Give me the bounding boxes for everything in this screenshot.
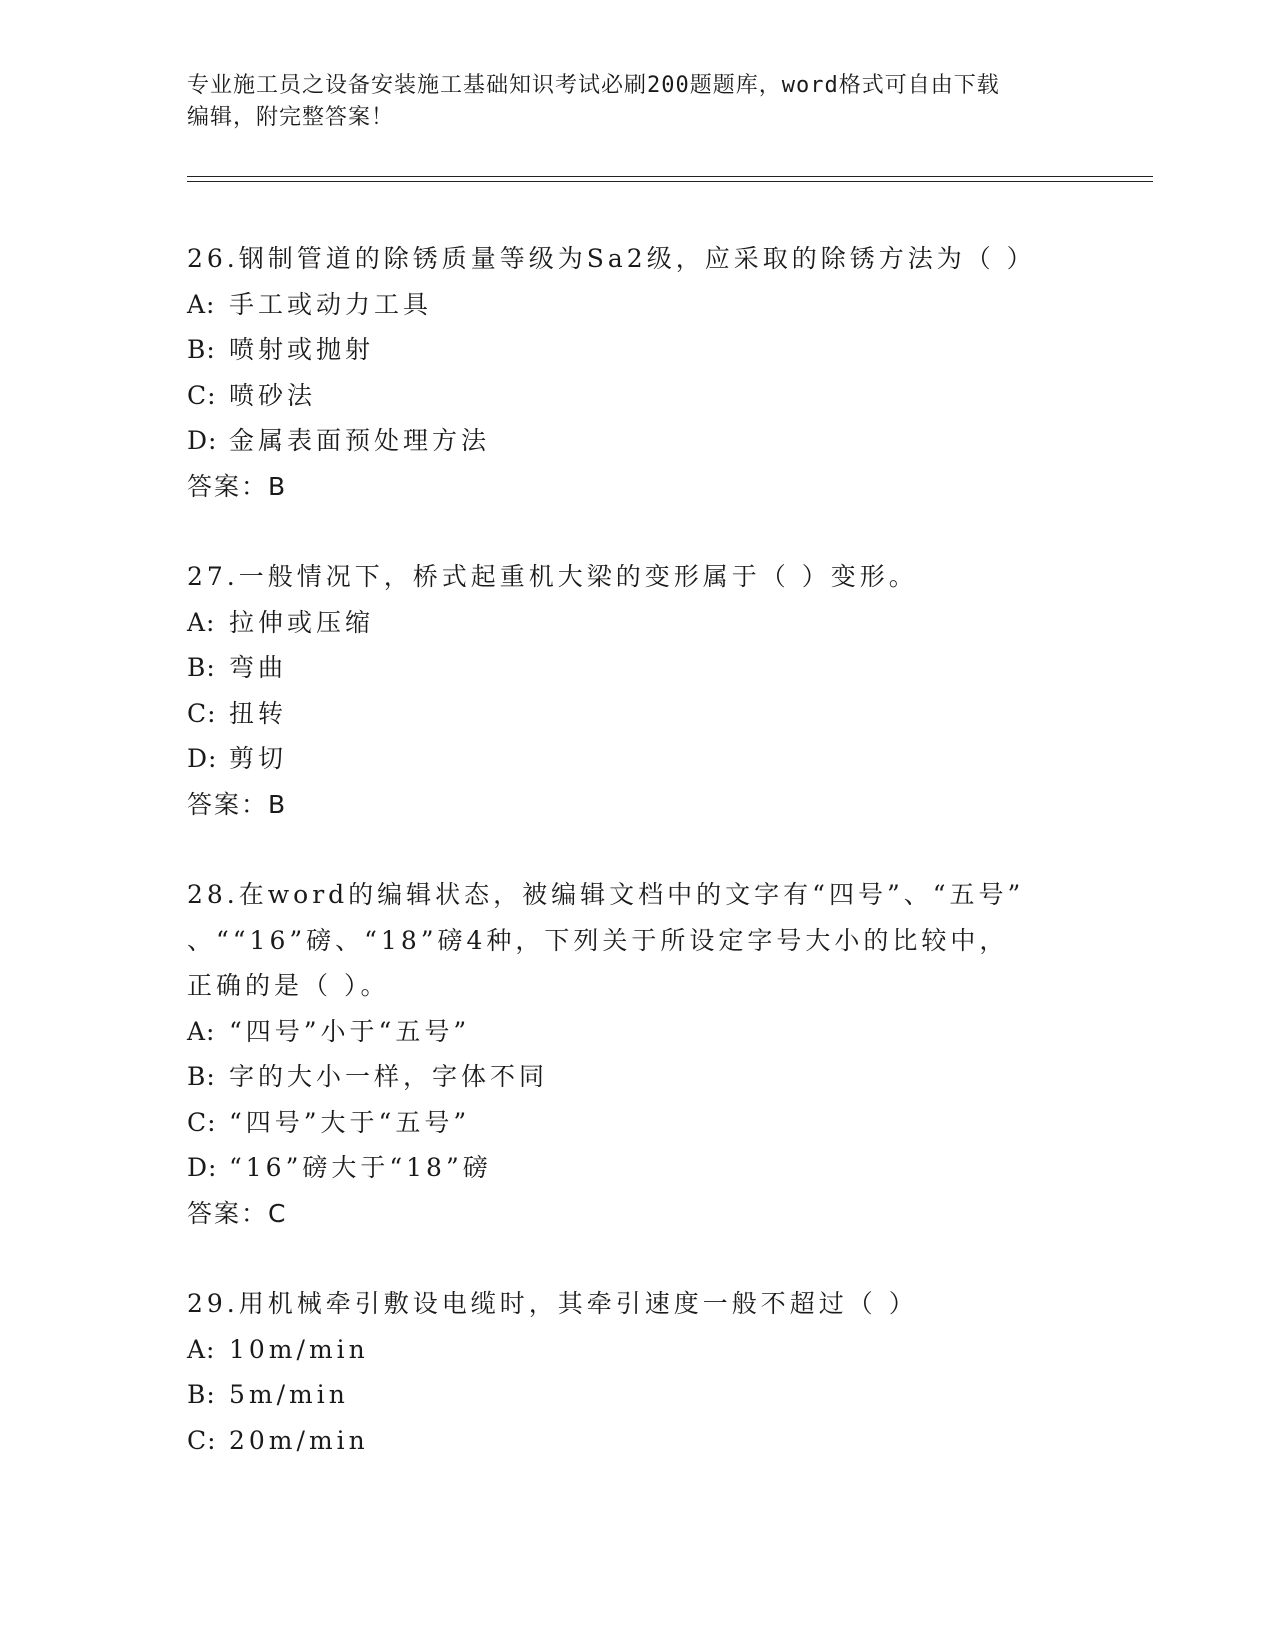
- question-26: [187, 236, 1087, 509]
- option-letter: C:: [187, 698, 217, 728]
- option-text: 字的大小一样，字体不同: [229, 1062, 549, 1091]
- header-divider-top: [187, 176, 1153, 177]
- option-text: 喷砂法: [229, 380, 317, 410]
- option-text: “16”磅大于“18”磅: [229, 1153, 492, 1182]
- document-header: [187, 70, 1067, 134]
- option-a: [187, 600, 1087, 646]
- question-text-line-2: 、““16”磅、“18”磅4种，下列关于所设定字号大小的比较中，: [187, 925, 1009, 955]
- header-title-line-1: 专业施工员之设备安装施工基础知识考试必刷200题题库，word格式可自由下载: [187, 73, 1000, 98]
- question-28: [187, 872, 1087, 1236]
- option-a: [187, 282, 1087, 328]
- option-text: 剪切: [229, 744, 288, 773]
- option-d: [187, 736, 1087, 782]
- question-text: 26.钢制管道的除锈质量等级为Sa2级，应采取的除锈方法为（ ）: [187, 244, 1036, 273]
- option-letter: D:: [187, 744, 218, 773]
- question-29: [187, 1281, 1087, 1463]
- option-text: “四号”小于“五号”: [229, 1016, 471, 1046]
- option-letter: D:: [187, 426, 218, 455]
- answer-line: 答案：B: [187, 471, 288, 501]
- header-title-line-2: 编辑，附完整答案！: [187, 105, 395, 130]
- option-d: [187, 1145, 1087, 1191]
- option-letter: A:: [187, 607, 216, 637]
- option-letter: C:: [187, 1107, 217, 1137]
- option-c: [187, 1100, 1087, 1146]
- option-text: 弯曲: [229, 653, 288, 682]
- question-text: 29.用机械牵引敷设电缆时，其牵引速度一般不超过（ ）: [187, 1289, 918, 1318]
- question-list: [187, 236, 1087, 1508]
- question-text: 27.一般情况下，桥式起重机大梁的变形属于（ ）变形。: [187, 562, 918, 591]
- option-d: [187, 418, 1087, 464]
- option-text: “四号”大于“五号”: [229, 1107, 471, 1137]
- option-text: 5m/min: [229, 1380, 349, 1409]
- option-text: 扭转: [229, 698, 288, 728]
- question-text-line-1: 28.在word的编辑状态，被编辑文档中的文字有“四号”、“五号”: [187, 880, 1025, 909]
- option-text: 喷射或抛射: [229, 335, 375, 364]
- option-letter: D:: [187, 1153, 218, 1182]
- option-text: 20m/min: [229, 1425, 369, 1455]
- option-text: 手工或动力工具: [229, 289, 433, 319]
- option-letter: C:: [187, 1425, 217, 1455]
- option-a: [187, 1327, 1087, 1373]
- option-text: 金属表面预处理方法: [229, 426, 491, 455]
- header-divider-bottom: [187, 181, 1153, 182]
- answer-line: 答案：B: [187, 789, 288, 819]
- option-letter: B:: [187, 335, 216, 364]
- question-text-line-3: 正确的是（ ）。: [187, 971, 390, 1000]
- option-letter: B:: [187, 1062, 216, 1091]
- option-c: [187, 691, 1087, 737]
- option-text: 拉伸或压缩: [229, 607, 375, 637]
- option-letter: A:: [187, 289, 216, 319]
- option-letter: A:: [187, 1334, 216, 1364]
- option-a: [187, 1009, 1087, 1055]
- option-b: [187, 327, 1087, 373]
- option-c: [187, 373, 1087, 419]
- option-text: 10m/min: [229, 1334, 369, 1364]
- option-c: [187, 1418, 1087, 1464]
- option-b: [187, 1054, 1087, 1100]
- answer-line: 答案：C: [187, 1198, 288, 1228]
- option-letter: B:: [187, 653, 216, 682]
- option-letter: B:: [187, 1380, 216, 1409]
- option-b: [187, 645, 1087, 691]
- option-letter: C:: [187, 380, 217, 410]
- question-27: [187, 554, 1087, 827]
- option-b: [187, 1372, 1087, 1418]
- option-letter: A:: [187, 1016, 216, 1046]
